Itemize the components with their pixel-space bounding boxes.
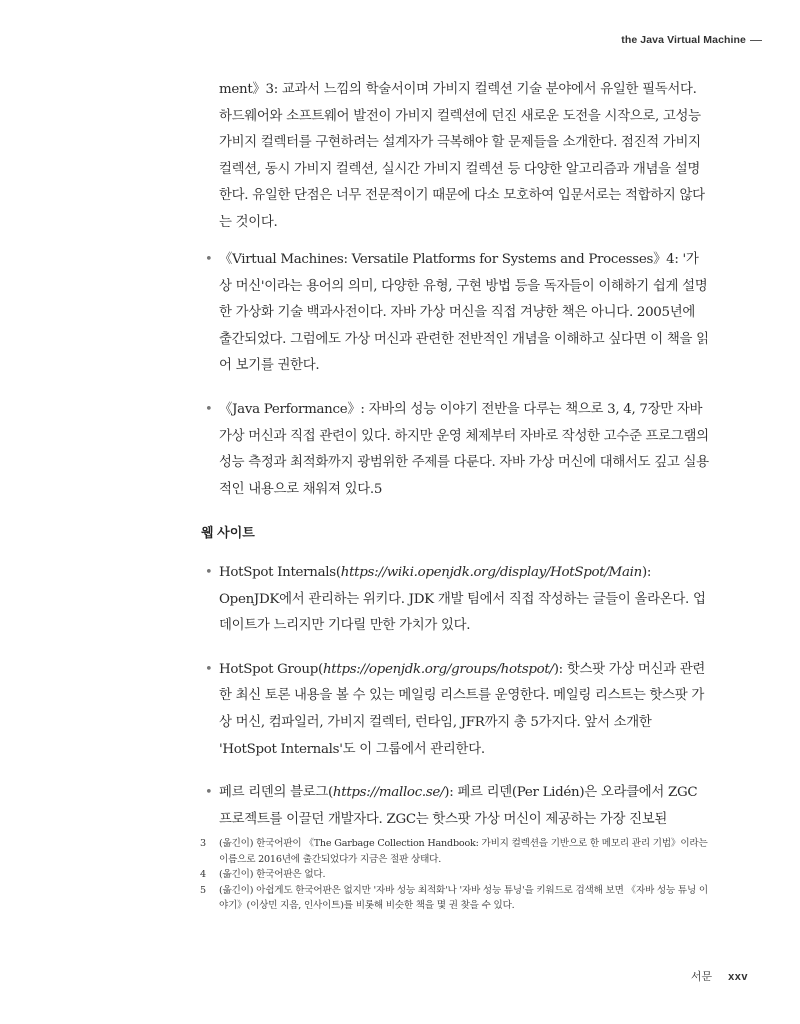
bullet-icon: • bbox=[205, 661, 213, 677]
footnote-text: (옮긴이) 한국어판이 《The Garbage Collection Handbook: 가비지 컬렉션을 기반으로 한 메모리 관리 기법》이라는 이름으로 2016년에 출간되었다가 지금은 절판 상태다. bbox=[219, 838, 708, 865]
footnote bbox=[200, 867, 712, 883]
page-number: xxv bbox=[728, 971, 748, 983]
website-name: 페르 리덴의 블로그( bbox=[219, 785, 333, 801]
website-link[interactable]: https://malloc.se/ bbox=[332, 785, 445, 801]
bullet-icon: • bbox=[205, 565, 213, 580]
footnote bbox=[200, 836, 712, 867]
website-name: HotSpot Internals( bbox=[219, 565, 341, 580]
website-description: ): 페르 리덴(Per Lidén)은 오라클에서 ZGC 프로젝트를 이끌던 개발자다. ZGC는 핫스팟 가상 머신이 제공하는 가장 진보된 bbox=[219, 785, 698, 827]
footnote-number: 5 bbox=[200, 884, 206, 896]
footer-section: 서문 bbox=[690, 971, 713, 983]
list-item bbox=[205, 657, 711, 763]
list-item bbox=[205, 397, 711, 503]
list-item bbox=[205, 247, 711, 380]
header-rule bbox=[750, 40, 762, 41]
website-name: HotSpot Group( bbox=[219, 661, 323, 677]
website-link[interactable]: https://wiki.openjdk.org/display/HotSpot/Main bbox=[340, 565, 642, 580]
page-footer bbox=[691, 968, 748, 984]
bullet-icon: • bbox=[205, 401, 213, 417]
continuation-text: ment》3: 교과서 느낌의 학술서이며 가비지 컬렉션 기술 분야에서 유일한 필독서다. 하드웨어와 소프트웨어 발전이 가비지 컬렉션에 던진 새로운 도전을 시작으로, 고성능 가비지 컬렉터를 구현하려는 설계자가 극복해야 할 문제들을 소개한다. 점진적 가비지 컬렉션, 동시 가비지 컬렉션, 실시간 가비지 컬렉션 등 다양한 알고리즘과 개념을 설명한다. 유일한 단점은 너무 전문적이기 때문에 다소 모호하여 입문서로는 적합하지 않다는 것이다. bbox=[219, 82, 705, 230]
footnote-number: 4 bbox=[200, 869, 206, 880]
list-item bbox=[205, 780, 711, 833]
footnotes bbox=[200, 836, 712, 914]
website-link[interactable]: https://openjdk.org/groups/hotspot/ bbox=[322, 661, 554, 677]
continuation-paragraph bbox=[219, 77, 711, 237]
websites-heading: 웹 사이트 bbox=[201, 525, 255, 540]
running-header bbox=[621, 34, 762, 46]
bullet-icon: • bbox=[205, 785, 213, 801]
footnote-number: 3 bbox=[200, 838, 206, 849]
website-description: ): OpenJDK에서 관리하는 위키다. JDK 개발 팀에서 직접 작성하는 글들이 올라온다. 업데이트가 느리지만 기다릴 만한 가치가 있다. bbox=[219, 565, 706, 634]
running-title: the Java Virtual Machine bbox=[621, 34, 746, 46]
website-description: ): 핫스팟 가상 머신과 관련한 최신 토론 내용을 볼 수 있는 메일링 리스트를 운영한다. 메일링 리스트는 핫스팟 가상 머신, 컴파일러, 가비지 컬렉터, 런타임, JFR까지 총 5가지다. 앞서 소개한 'HotSpot Internals'도 이 그룹에서 관리한다. bbox=[219, 661, 706, 757]
footnote bbox=[200, 883, 712, 914]
list-item bbox=[205, 560, 711, 640]
footnote-text: (옮긴이) 아쉽게도 한국어판은 없지만 '자바 성능 최적화'나 '자바 성능 튜닝'을 키워드로 검색해 보면 《자바 성능 튜닝 이야기》(이상민 지음, 인사이트)를 비롯해 비슷한 책을 몇 권 찾을 수 있다. bbox=[219, 884, 708, 911]
website-list bbox=[205, 560, 711, 850]
book-list bbox=[205, 247, 711, 520]
footnote-text: (옮긴이) 한국어판은 없다. bbox=[219, 869, 326, 880]
book-description: 《Java Performance》: 자바의 성능 이야기 전반을 다루는 책으로 3, 4, 7장만 자바 가상 머신과 직접 관련이 있다. 하지만 운영 체제부터 자바로 작성한 고수준 프로그램의 성능 측정과 최적화까지 광범위한 주제를 다룬다. 자바 가상 머신에 대해서도 깊고 실용적인 내용으로 채워져 있다.5 bbox=[219, 401, 709, 497]
book-description: 《Virtual Machines: Versatile Platforms for Systems and Processes》4: '가상 머신'이라는 용어의 의미, 다양한 유형, 구현 방법 등을 독자들이 이해하기 쉽게 설명한 가상화 기술 백과사전이다. 자바 가상 머신을 직접 겨냥한 책은 아니다. 2005년에 출간되었다. 그럼에도 가상 머신과 관련한 전반적인 개념을 이해하고 싶다면 이 책을 읽어 보기를 권한다. bbox=[219, 252, 709, 374]
bullet-icon: • bbox=[205, 252, 213, 267]
